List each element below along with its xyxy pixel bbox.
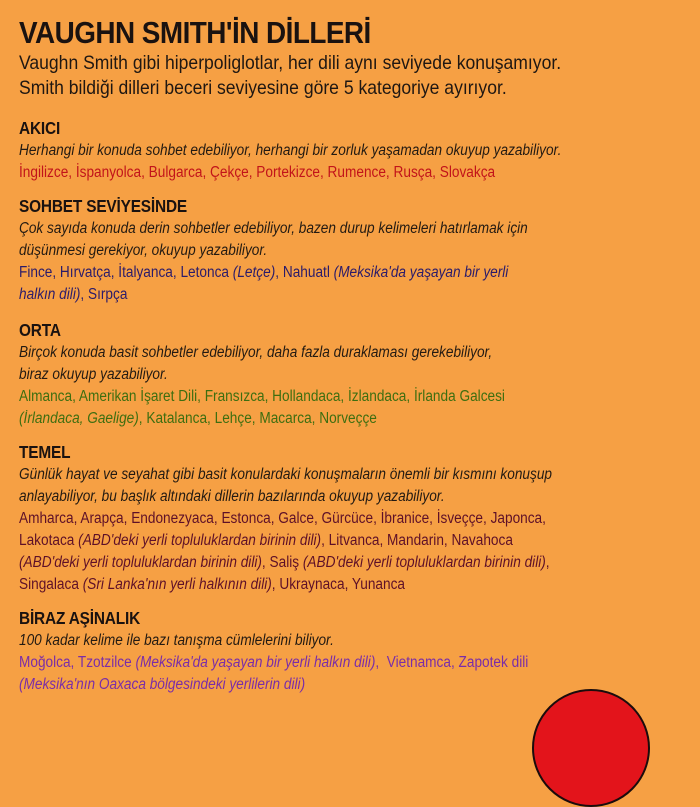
description-line: Birçok konuda basit sohbetler edebiliyor, daha fazla duraklaması gerekebiliyor, (19, 344, 493, 361)
section-basic (19, 440, 688, 596)
language-text: Singalaca (19, 576, 83, 593)
language-list (19, 162, 688, 184)
language-note: (ABD'deki yerli topluluklardan birinin dili) (302, 554, 546, 571)
language-text: İngilizce, İspanyolca, Bulgarca, Çekçe, Portekizce, Rumence, Rusça, Slovakça (19, 164, 496, 181)
language-line (19, 408, 688, 430)
language-line (19, 508, 688, 530)
language-line (19, 262, 688, 284)
language-note: (Letçe) (232, 264, 276, 281)
description-line: 100 kadar kelime ile bazı tanışma cümlelerini biliyor. (19, 632, 334, 649)
section-description (19, 630, 688, 652)
language-note: (Meksika'da yaşayan bir yerli (333, 264, 509, 281)
language-note: (Meksika'da yaşayan bir yerli halkın dili) (135, 654, 376, 671)
language-text: Almanca, Amerikan İşaret Dili, Fransızca, Hollandaca, İzlandaca, İrlanda Galcesi (19, 388, 505, 405)
section-description (19, 140, 688, 162)
language-line (19, 652, 688, 674)
intro-text (19, 51, 561, 101)
language-note: (ABD'deki yerli topluluklardan birinin dili) (19, 554, 262, 571)
section-heading: BİRAZ AŞİNALIK (19, 608, 141, 628)
language-text: , Litvanca, Mandarin, Navahoca (321, 532, 513, 549)
section-heading: TEMEL (19, 442, 71, 462)
section-familiarity (19, 606, 688, 696)
language-line (19, 530, 688, 552)
language-text: Amharca, Arapça, Endonezyaca, Estonca, Galce, Gürcüce, İbranice, İsveççe, Japonca, (19, 510, 546, 527)
section-description (19, 464, 688, 508)
language-list (19, 386, 688, 430)
language-text: , (545, 554, 550, 571)
description-line: düşünmesi gerekiyor, okuyup yazabiliyor. (19, 242, 268, 259)
language-note: (Sri Lanka'nın yerli halkının dili) (82, 576, 272, 593)
intro-line: Smith bildiği dilleri beceri seviyesine göre 5 kategoriye ayırıyor. (19, 77, 507, 99)
language-line (19, 386, 688, 408)
language-text: , Vietnamca, Zapotek dili (375, 654, 529, 671)
language-text: , Nahuatl (275, 264, 334, 281)
language-text: Lakotaca (19, 532, 79, 549)
language-text: , Sırpça (80, 286, 128, 303)
language-text: , Katalanca, Lehçe, Macarca, Norveççe (138, 410, 377, 427)
intro-line: Vaughn Smith gibi hiperpoliglotlar, her dili aynı seviyede konuşamıyor. (19, 52, 562, 74)
section-heading: AKICI (19, 118, 61, 138)
section-heading: SOHBET SEVİYESİNDE (19, 196, 187, 216)
section-intermediate (19, 318, 688, 430)
description-line: biraz okuyup yazabiliyor. (19, 366, 168, 383)
language-line (19, 284, 688, 306)
language-note: (İrlandaca, Gaelige) (19, 410, 139, 427)
language-note: (ABD'deki yerli topluluklardan birinin dili) (78, 532, 322, 549)
language-note: (Meksika'nın Oaxaca bölgesindeki yerlilerin dili) (19, 676, 306, 693)
section-description (19, 218, 688, 262)
section-heading: ORTA (19, 320, 61, 340)
language-text: , Saliş (261, 554, 303, 571)
language-list (19, 262, 688, 306)
language-text: , Ukraynaca, Yunanca (271, 576, 406, 593)
language-line (19, 552, 688, 574)
section-description (19, 342, 688, 386)
page-title: VAUGHN SMITH'İN DİLLERİ (19, 15, 371, 50)
section-conversational (19, 194, 688, 306)
section-fluent (19, 116, 688, 184)
description-line: Çok sayıda konuda derin sohbetler edebiliyor, bazen durup kelimeleri hatırlamak için (19, 220, 528, 237)
language-list (19, 508, 688, 596)
language-text: Moğolca, Tzotzilce (19, 654, 136, 671)
language-line (19, 162, 688, 184)
language-line (19, 574, 688, 596)
red-circle-decoration (532, 689, 650, 807)
description-line: Herhangi bir konuda sohbet edebiliyor, herhangi bir zorluk yaşamadan okuyup yazabiliyor. (19, 142, 562, 159)
language-text: Fince, Hırvatça, İtalyanca, Letonca (19, 264, 233, 281)
description-line: Günlük hayat ve seyahat gibi basit konulardaki konuşmaların önemli bir kısmını konuşup (19, 466, 553, 483)
language-note: halkın dili) (19, 286, 81, 303)
description-line: anlayabiliyor, bu başlık altındaki dillerin bazılarında okuyup yazabiliyor. (19, 488, 445, 505)
